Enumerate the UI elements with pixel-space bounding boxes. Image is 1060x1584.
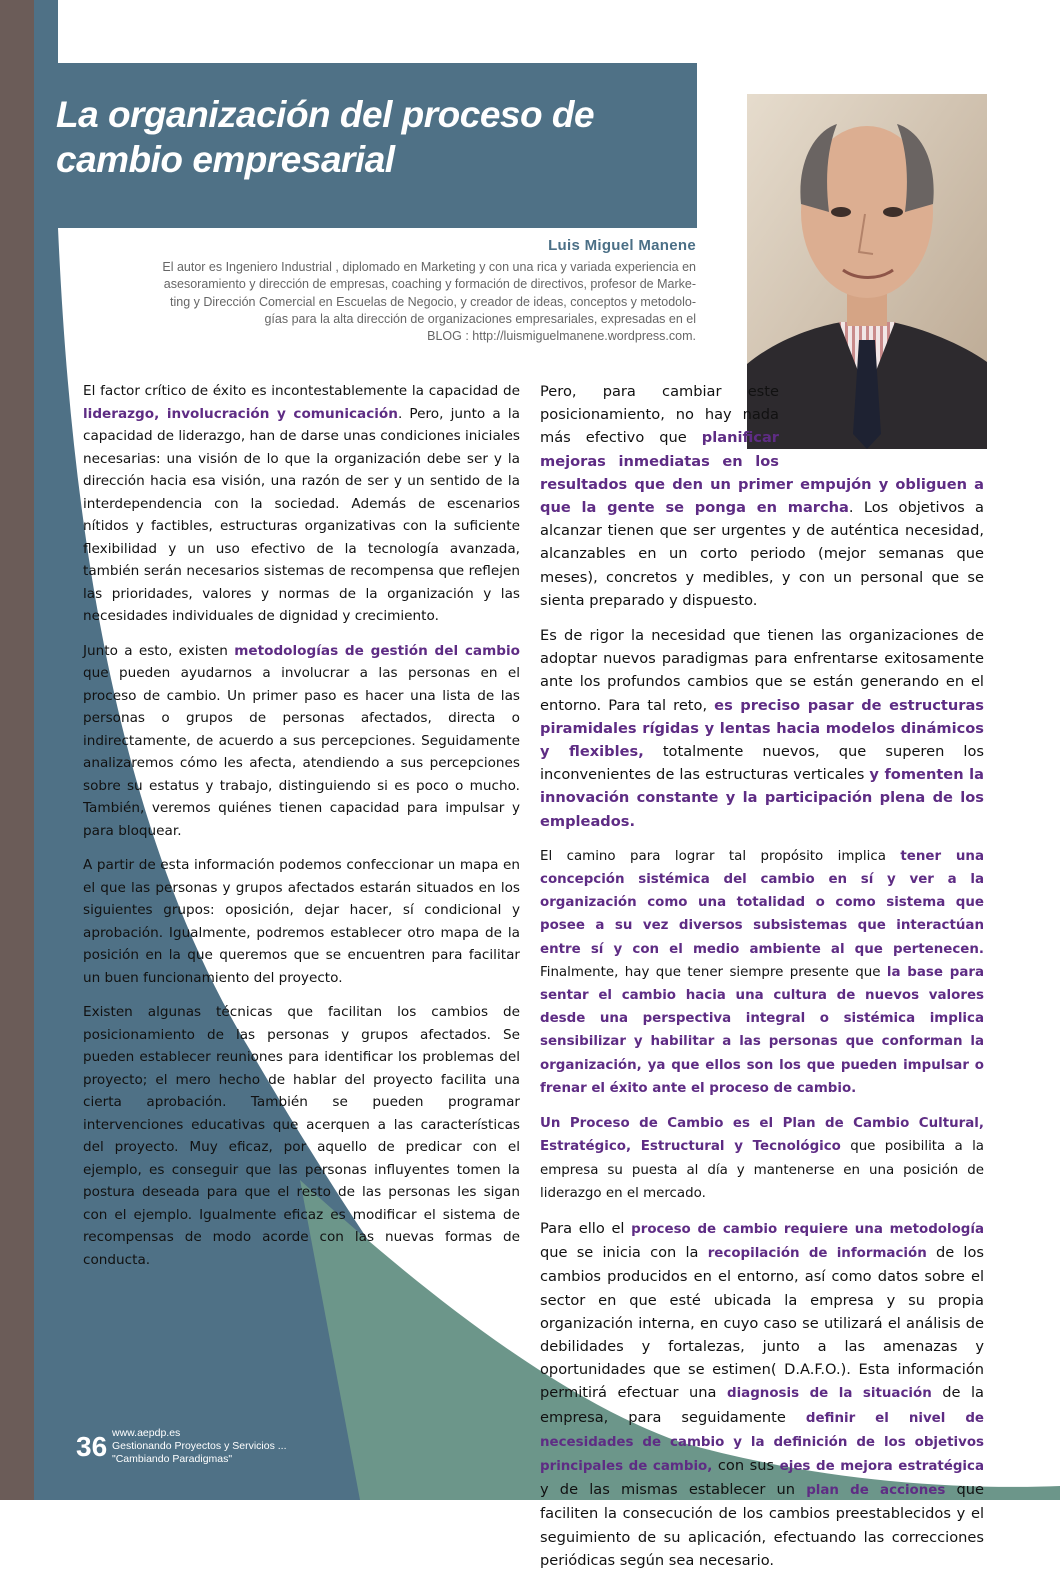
left-column xyxy=(82,380,520,1500)
author-bio xyxy=(130,259,696,345)
author-bio-line: El autor es Ingeniero Industrial , diplomado en Marketing y con una rica y variada experiencia en xyxy=(162,260,696,274)
highlight-text: plan de acciones xyxy=(806,1483,946,1499)
highlight-text: metodologías de gestión del cambio xyxy=(234,642,520,659)
left-paragraph-2 xyxy=(82,640,520,843)
footer-line-2: Gestionando Proyectos y Servicios ... xyxy=(112,1440,287,1452)
article-title xyxy=(56,92,696,182)
author-bio-line: asesoramiento y dirección de empresas, coaching y formación de directivos, profesor de Marke- xyxy=(163,277,696,292)
right-column xyxy=(540,380,984,1584)
text: totalmente nuevos, que superen los inconvenientes de las estructuras verticales xyxy=(540,743,984,784)
left-paragraph-1 xyxy=(82,380,520,628)
highlight-text: es preciso pasar de estructuras piramidales rígidas y lentas hacia modelos dinámicos y flexibles, xyxy=(540,696,984,761)
footer-line-3: "Cambiando Paradigmas" xyxy=(112,1453,233,1465)
footer-info xyxy=(112,1427,287,1466)
text: que se inicia con la xyxy=(540,1244,708,1262)
title-line-1: La organización del proceso de xyxy=(56,94,595,135)
left-paragraph-4: Existen algunas técnicas que facilitan los cambios de posicionamiento de las personas y grupos afectados. Se pueden establecer reuniones para identificar los problemas del proyecto; el mero hecho de hablar del proyecto facilita una cierta aprobación. También se pueden programar intervenciones educativas que acerquen a las características del proyecto. Muy eficaz, por aquello de predicar con el ejemplo, es conseguir que las personas influyentes tomen la postura deseada para que el resto de las personas les sigan con el ejemplo. Igualmente eficaz es modificar el sistema de recompensas de modo acorde con las nuevas formas de conducta. xyxy=(83,1004,520,1268)
highlight-text: y fomenten la innovación constante y la participación plena de los empleados. xyxy=(540,766,984,830)
highlight-text: proceso de cambio requiere una metodología xyxy=(631,1221,984,1237)
page-number: 36 xyxy=(76,1431,108,1462)
left-paragraph-3: A partir de esta información podemos confeccionar un mapa en el que las personas y grupos afectados estarán situados en los siguientes grupos: oposición, dejar hacer, sí condicional y aprobación. Igualmente, podremos establecer otro mapa de la posición en la que queremos que se encuentren para facilitar un buen funcionamiento del proyecto. xyxy=(83,857,520,986)
text: . Pero, junto a la capacidad de liderazgo, han de darse unas condiciones iniciales necesarias: una visión de lo que la organización debe ser y la dirección hacia esa visión, una razón de ser y un sentido de la interdependencia con la sociedad. Además de escenarios nítidos y factibles, estructuras organizativas con la suficiente flexibilidad y un uso efectivo de la tecnología avanzada, también serán necesarios sistemas de recompensa que reflejen las prioridades, valores y normas de la organización y las necesidades individuales de dignidad y crecimiento. xyxy=(83,405,521,624)
highlight-text: la base para sentar el cambio hacia una cultura de nuevos valores desde una perspectiva integral o sistémica implica sensibilizar y habilitar a las personas que conforman la organización, ya que ellos son los que pueden impulsar o frenar el éxito ante el proceso de cambio. xyxy=(540,964,984,1096)
highlight-text: liderazgo, involucración y comunicación xyxy=(83,405,398,422)
text: que faciliten la consecución de los cambios preestablecidos y el seguimiento de su aplicación, efectuando las correcciones periódicas según sea necesario. xyxy=(540,1481,984,1569)
text: de la empresa, para seguidamente xyxy=(540,1384,984,1426)
title-line-2: cambio empresarial xyxy=(56,139,395,180)
right-paragraph-3 xyxy=(540,845,984,1100)
text: Finalmente, hay que tener siempre presente que xyxy=(540,964,887,980)
left-edge-stripe xyxy=(0,0,34,1500)
text: El camino para lograr tal propósito implica xyxy=(540,848,901,864)
author-bio-line: BLOG : http://luismiguelmanene.wordpress.com. xyxy=(427,329,696,344)
text: Es de rigor la necesidad que tienen las organizaciones de adoptar nuevos paradigmas para enfrentarse exitosamente ante los profundos cambios que se están generando en el entorno. Para tal reto, xyxy=(540,627,984,714)
text: Para ello el xyxy=(540,1219,632,1237)
right-paragraph-5 xyxy=(540,1217,984,1572)
highlight-text: Un Proceso de Cambio es el Plan de Cambio Cultural, Estratégico, Estructural y Tecnológico xyxy=(540,1116,984,1155)
highlight-text: planificar mejoras inmediatas en los resultados que den un primer empujón y obliguen a que la gente se ponga en marcha xyxy=(540,429,984,517)
text: Pero, para cambiar este posicionamiento, no hay nada más efectivo que xyxy=(540,383,779,447)
text: que pueden ayudarnos a involucrar a las personas en el proceso de cambio. Un primer paso es hacer una lista de las personas o grupos de personas afectados, directa o indirectamente, de acuerdo a sus percepciones. Seguidamente analizaremos cómo les afecta, atendiendo a sus percepciones sobre su estatus y trabajo, distinguiendo si es poco o mucho. También, veremos quiénes tienen capacidad para impulsar y para bloquear. xyxy=(83,665,520,839)
right-paragraph-2 xyxy=(540,624,984,833)
text: Junto a esto, existen xyxy=(83,642,235,659)
author-bio-line: ting y Dirección Comercial en Escuelas de Negocio, y creador de ideas, conceptos y metodolo- xyxy=(170,294,696,309)
highlight-text: definir el nivel de necesidades de cambio y la definición de los objetivos principales de cambio, xyxy=(540,1410,985,1474)
text: y de las mismas establecer un xyxy=(540,1481,807,1499)
footer-website: www.aepdp.es xyxy=(112,1427,181,1439)
highlight-text: ejes de mejora estratégica xyxy=(779,1458,984,1474)
text: El factor crítico de éxito es incontestablemente la capacidad de xyxy=(83,383,520,399)
author-bio-line: gías para la alta dirección de organizaciones empresariales, expresadas en el xyxy=(264,311,696,326)
text: de los cambios producidos en el entorno, así como datos sobre el sector en que esté ubicada la empresa y su propia organización interna, en cuyo caso se utilizará el análisis de debilidades y fortalezas, junto a las amenazas y oportunidades que se estimen( D.A.F.O.). Esta información permitirá efectuar una xyxy=(540,1244,984,1402)
highlight-text: diagnosis de la situación xyxy=(726,1386,932,1402)
highlight-text: tener una concepción sistémica del cambio en sí y ver a la organización como una totalidad o como sistema que posee a su vez diversos subsistemas que interactúan entre sí y con el medio ambiente al que pertenecen. xyxy=(540,848,984,957)
highlight-text: recopilación de información xyxy=(707,1246,927,1262)
author-name: Luis Miguel Manene xyxy=(548,237,696,254)
text: . Los objetivos a alcanzar tienen que ser urgentes y de auténtica necesidad, alcanzables en un corto periodo (mejor semanas que meses), concretos y medibles, y con un personal que se sienta preparado y dispuesto. xyxy=(540,499,984,609)
text: que posibilita a la empresa su puesta al día y mantenerse en una posición de liderazgo en el mercado. xyxy=(540,1139,984,1201)
text: con sus xyxy=(712,1456,780,1474)
right-paragraph-4 xyxy=(540,1112,984,1205)
